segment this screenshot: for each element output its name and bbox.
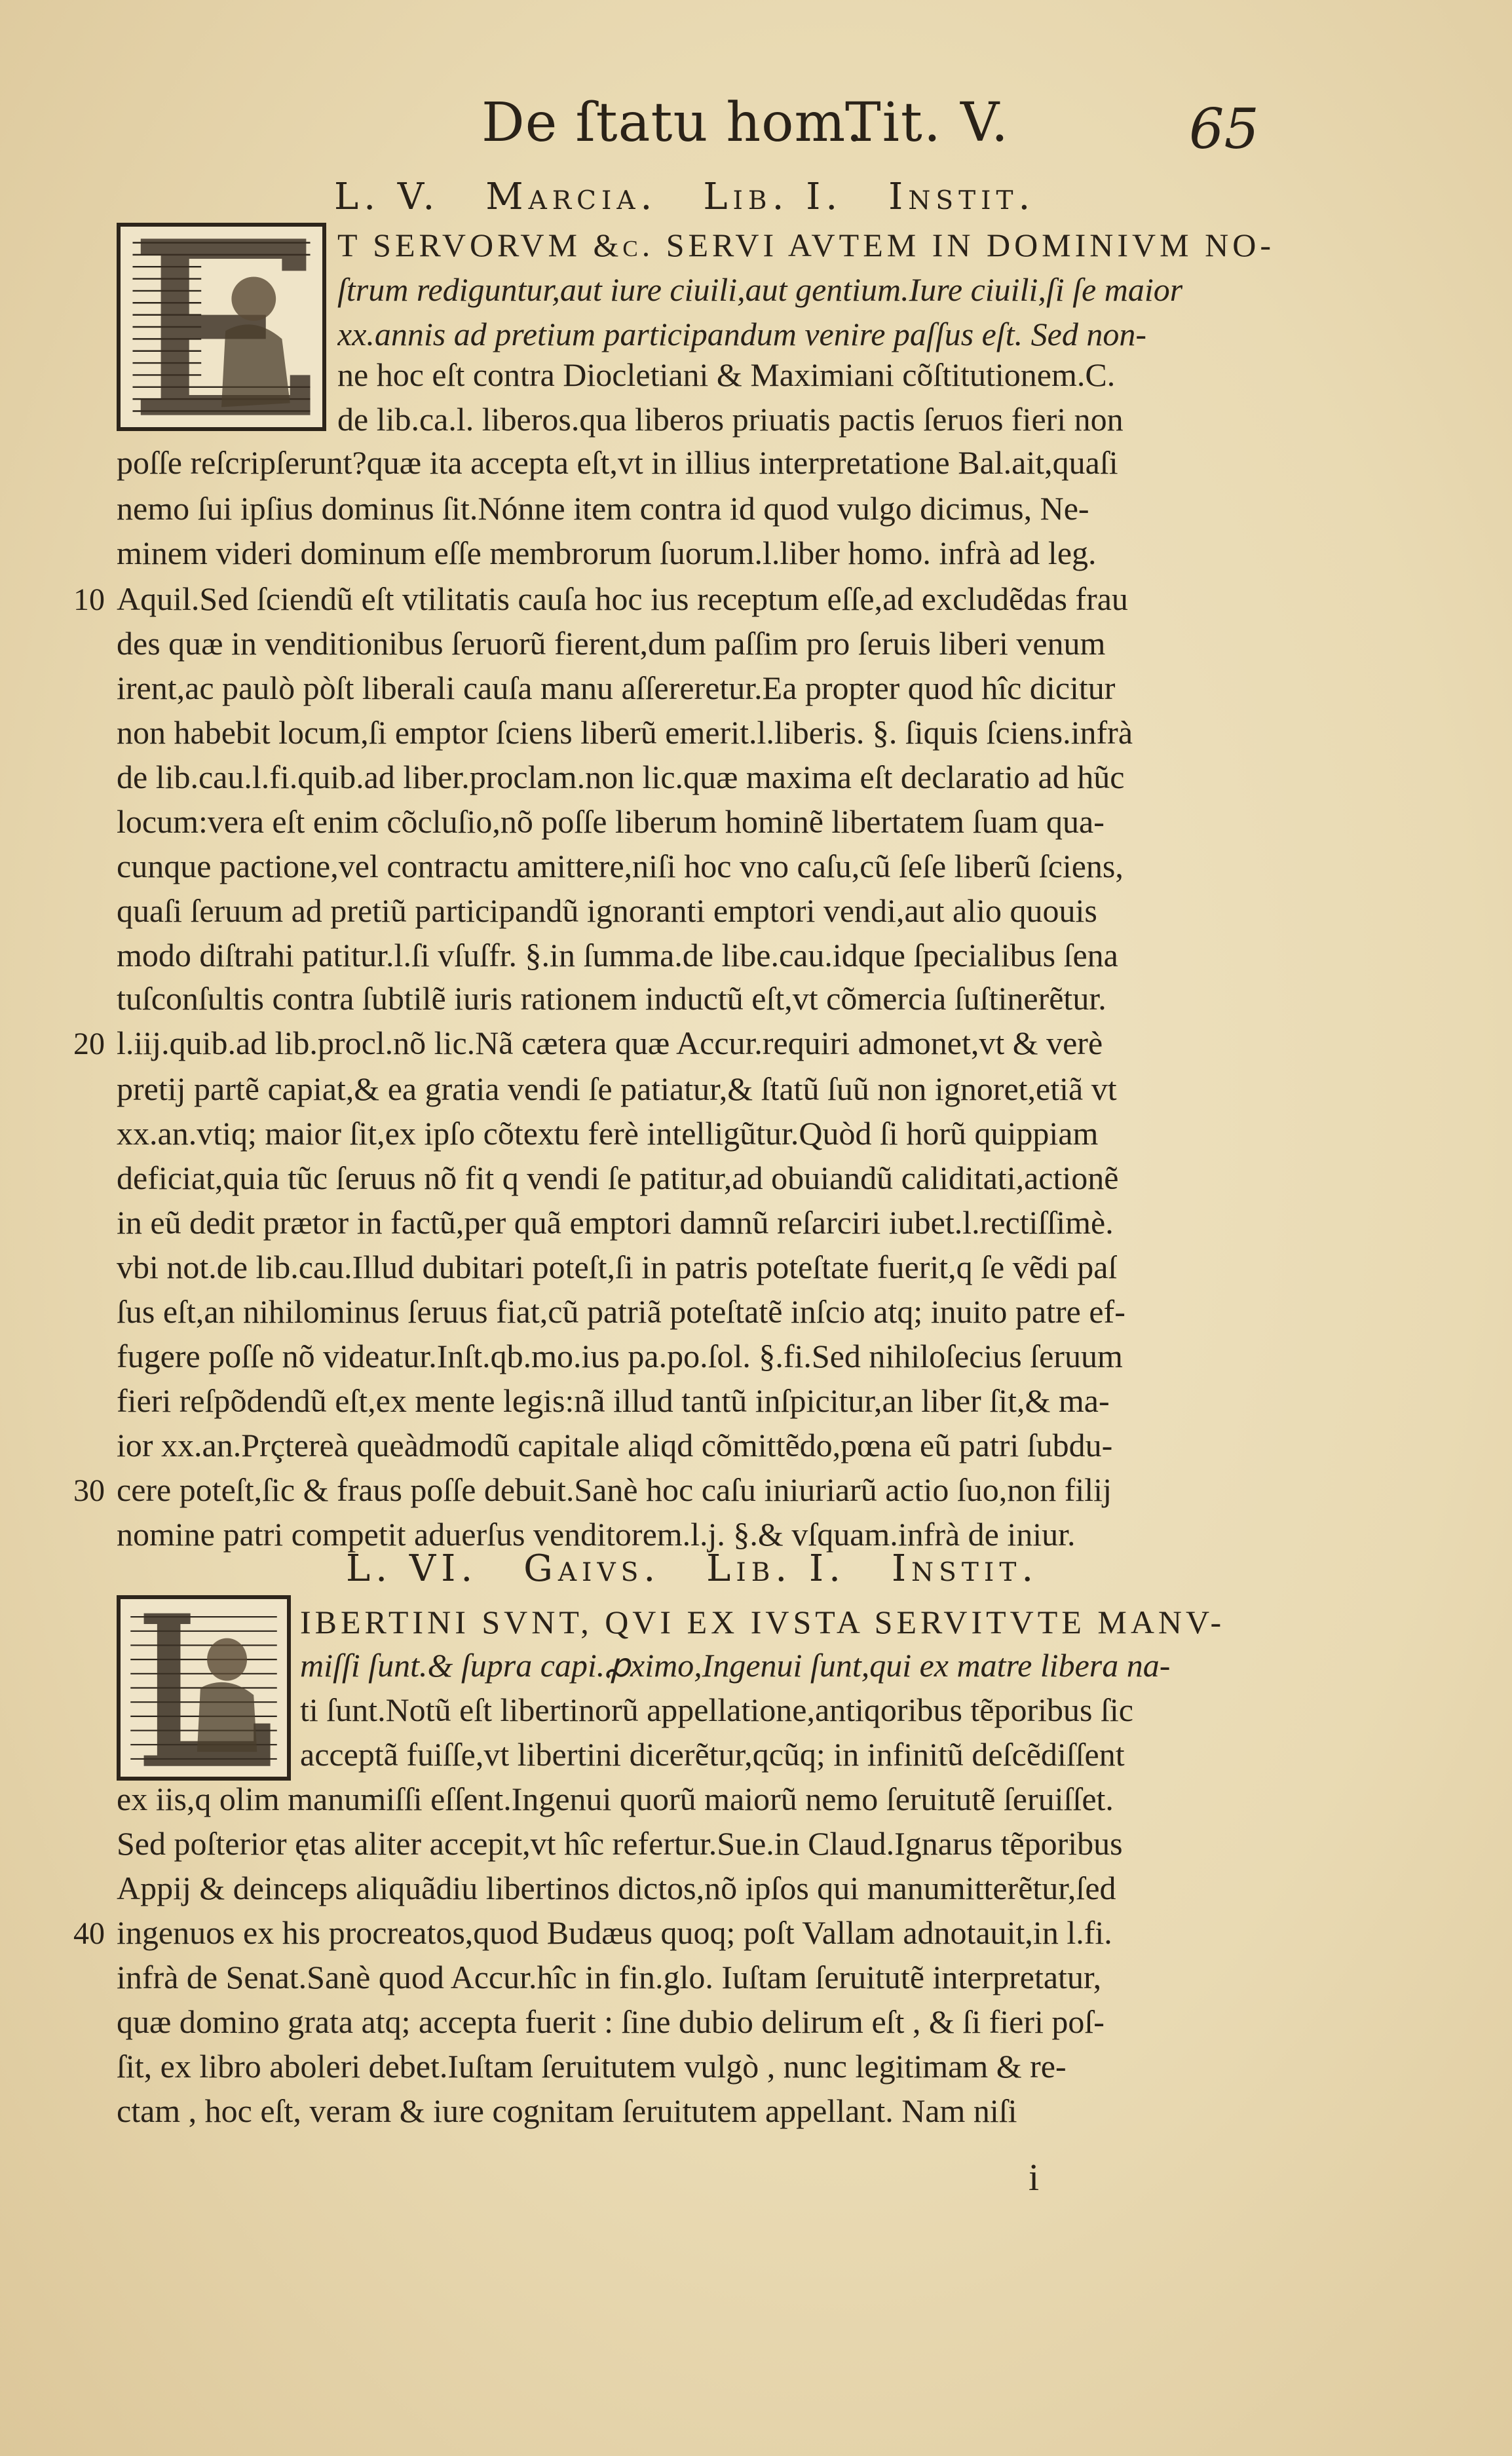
text-line: ti ſunt.Notũ eſt libertinorũ appellatione,antiqoribus tẽporibus ſic — [300, 1691, 1133, 1728]
text-line: locum:vera eſt enim cõcluſio,nõ poſſe liberum hominẽ libertatem ſuam qua- — [117, 803, 1105, 840]
section-heading-law-6 — [346, 1547, 1276, 1600]
text-line: des quæ in venditionibus ſeruorũ fierent,dum paſſim pro ſeruis liberi venum — [117, 625, 1106, 662]
text-line: de lib.ca.l. liberos.qua liberos priuatis pactis ſeruos fieri non — [337, 401, 1124, 438]
text-line: ſus eſt,an nihilominus ſeruus fiat,cũ patriã poteſtatẽ inſcio atq; inuito patre ef- — [117, 1293, 1125, 1330]
running-head-title: De ſtatu hom. — [482, 92, 864, 154]
text-line: fugere poſſe nõ videatur.Inſt.qb.mo.ius pa.po.ſol. §.fi.Sed nihiloſecius ſeruum — [117, 1338, 1123, 1374]
text-line: xx.annis ad pretium participandum venire paſſus eſt. Sed non- — [337, 316, 1146, 352]
text-line: irent,ac paulò pòſt liberali cauſa manu aſſereretur.Ea propter quod hîc dicitur — [117, 670, 1116, 706]
text-line: tuſconſultis contra ſubtilẽ iuris rationem inductũ eſt,vt cõmercia ſuſtinerẽtur. — [117, 980, 1106, 1017]
text-line: ne hoc eſt contra Diocletiani & Maximiani cõſtitutionem.C. — [337, 356, 1116, 393]
text-line: ex iis,q olim manumiſſi eſſent.Ingenui quorũ maiorũ nemo ſeruitutẽ ſeruiſſet. — [117, 1781, 1114, 1817]
woodcut-initial-e-icon — [117, 223, 326, 431]
text-line: Sed poſterior ętas aliter accepit,vt hîc refertur.Sue.in Claud.Ignarus tẽporibus — [117, 1825, 1123, 1862]
page-number: 65 — [1189, 97, 1259, 161]
text-line: quaſi ſeruum ad pretiũ participandũ ignoranti emptori vendi,aut alio quouis — [117, 892, 1097, 929]
text-line: ingenuos ex his procreatos,quod Budæus quoq; poſt Vallam adnotauit,in l.fi. — [117, 1914, 1112, 1951]
text-line: poſſe reſcripſerunt?quæ ita accepta eſt,vt in illius interpretatione Bal.ait,quaſi — [117, 444, 1118, 481]
line-number: 30 — [73, 1473, 105, 1508]
text-line: pretij partẽ capiat,& ea gratia vendi ſe patiatur,& ſtatũ ſuũ non ignoret,etiã vt — [117, 1070, 1117, 1107]
running-head-title-number: Tit. V. — [845, 92, 1010, 154]
text-line: in eũ dedit prætor in factũ,per quã emptori damnũ reſarciri iubet.l.rectiſſimè. — [117, 1204, 1114, 1241]
text-line: non habebit locum,ſi emptor ſciens liberũ emerit.l.liberis. §. ſiquis ſciens.infrà — [117, 714, 1133, 751]
text-line: nomine patri competit aduerſus venditorem.l.j. §.& vſquam.infrà de iniur. — [117, 1516, 1076, 1553]
text-line: IBERTINI SVNT, QVI EX IVSTA SERVITVTE MANV- — [300, 1604, 1226, 1640]
running-head — [482, 92, 1259, 164]
line-number: 20 — [73, 1027, 105, 1061]
text-line: acceptã fuiſſe,vt libertini dicerẽtur,qcũq; in infinitũ deſcẽdiſſent — [300, 1736, 1125, 1773]
heading-book: Lib. I. — [703, 176, 843, 218]
text-line: cunque pactione,vel contractu amittere,niſi hoc vno caſu,cũ ſeſe liberũ ſciens, — [117, 848, 1124, 884]
line-number: 40 — [73, 1916, 105, 1951]
text-line: miſſi ſunt.& ſupra capi.ꝓximo,Ingenui ſunt,qui ex matre libera na- — [300, 1647, 1171, 1684]
text-line: cere poteſt,ſic & fraus poſſe debuit.Sanè hoc caſu iniuriarũ actio ſuo,non filij — [117, 1471, 1112, 1508]
text-line: ior xx.an.Prçtereà queàdmodũ capitale aliqd cõmittẽdo,pœna eũ patri ſubdu- — [117, 1427, 1113, 1464]
heading-work: Instit. — [888, 176, 1036, 218]
text-line: infrà de Senat.Sanè quod Accur.hîc in fin.glo. Iuſtam ſeruitutẽ interpretatur, — [117, 1959, 1102, 1995]
line-number: 10 — [73, 582, 105, 617]
signature-mark: i — [1029, 2156, 1040, 2199]
text-line: ſtrum rediguntur,aut iure ciuili,aut gentium.Iure ciuili,ſi ſe maior — [337, 271, 1183, 308]
text-line: modo diſtrahi patitur.l.ſi vſuſfr. §.in ſumma.de libe.cau.idque ſpecialibus ſena — [117, 937, 1118, 973]
text-line: quæ domino grata atq; accepta fuerit : ſine dubio delirum eſt , & ſi fieri poſ- — [117, 2003, 1105, 2040]
heading-book: Lib. I. — [706, 1547, 846, 1590]
heading-work: Instit. — [891, 1547, 1039, 1590]
text-line: ctam , hoc eſt, veram & iure cognitam ſeruitutem appellant. Nam niſi — [117, 2092, 1017, 2129]
text-line: Aquil.Sed ſciendũ eſt vtilitatis cauſa hoc ius receptum eſſe,ad excludẽdas frau — [117, 580, 1128, 617]
text-line: l.iij.quib.ad lib.procl.nõ lic.Nã cætera quæ Accur.requiri admonet,vt & verè — [117, 1025, 1103, 1061]
text-line: de lib.cau.l.fi.quib.ad liber.proclam.non lic.quæ maxima eſt declaratio ad hũc — [117, 759, 1125, 795]
section-heading-law-5 — [334, 176, 1264, 228]
heading-author: Gaivs. — [523, 1547, 661, 1590]
text-line: Appij & deinceps aliquãdiu libertinos dictos,nõ ipſos qui manumitterẽtur,ſed — [117, 1870, 1116, 1906]
text-line: deficiat,quia tũc ſeruus nõ fit q vendi ſe patitur,ad obuiandũ caliditati,actionẽ — [117, 1160, 1119, 1196]
text-line: vbi not.de lib.cau.Illud dubitari poteſt,ſi in patris poteſtate fuerit,q ſe vẽdi paſ — [117, 1249, 1118, 1285]
text-line: ſit, ex libro aboleri debet.Iuſtam ſeruitutem vulgò , nunc legitimam & re- — [117, 2048, 1067, 2085]
heading-law-number: L. VI. — [346, 1547, 478, 1590]
text-line: T SERVORVM &c. SERVI AVTEM IN DOMINIVM NO- — [337, 227, 1275, 263]
text-line: nemo ſui ipſius dominus ſit.Nónne item contra id quod vulgo dicimus, Ne- — [117, 490, 1089, 527]
woodcut-initial-l-icon — [117, 1595, 291, 1781]
text-line: xx.an.vtiq; maior ſit,ex ipſo cõtextu ferè intelligũtur.Quòd ſi horũ quippiam — [117, 1115, 1099, 1152]
heading-author: Marcia. — [485, 176, 658, 218]
text-line: minem videri dominum eſſe membrorum ſuorum.l.liber homo. infrà ad leg. — [117, 535, 1097, 571]
heading-law-number: L. V. — [334, 176, 440, 218]
text-line: fieri reſpõdendũ eſt,ex mente legis:nã illud tantũ inſpicitur,an liber ſit,& ma- — [117, 1382, 1110, 1419]
